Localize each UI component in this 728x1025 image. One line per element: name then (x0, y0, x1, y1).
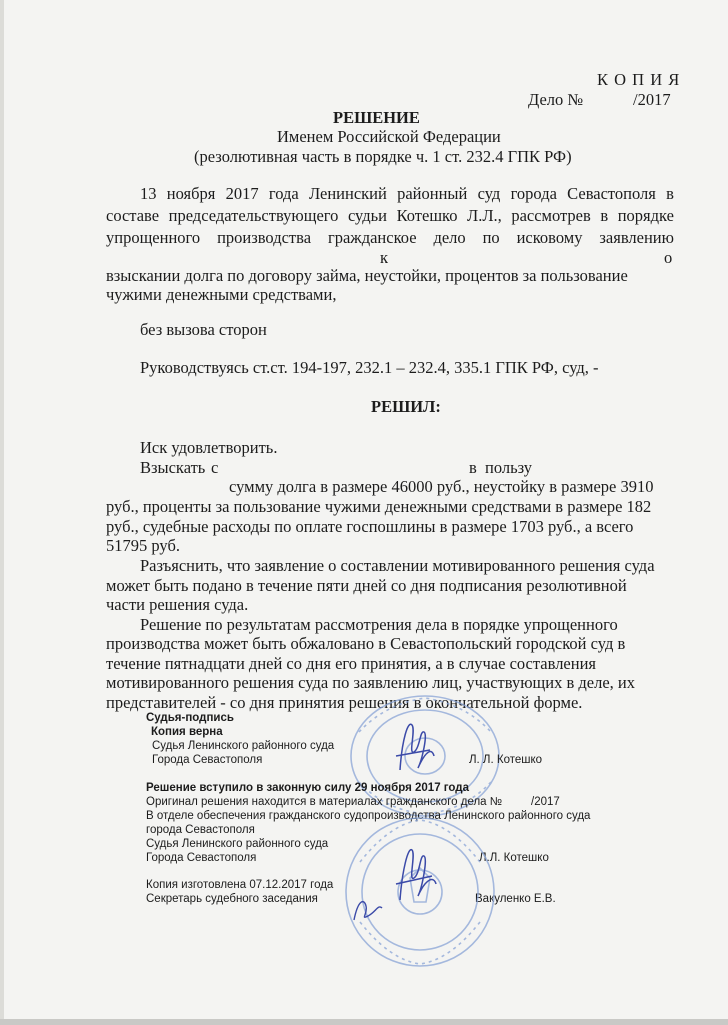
entered-force: Решение вступило в законную силу 29 ноября 2017 года (146, 782, 469, 794)
scan-edge-bottom (0, 1019, 728, 1025)
collect-d: пользу (485, 458, 533, 477)
collect-c: в (469, 458, 477, 477)
intro-line-6: чужими денежными средствами, (106, 285, 337, 304)
secretary-name: Вакуленко Е.В. (475, 893, 556, 905)
copy-mark: К О П И Я (597, 70, 681, 89)
without-parties: без вызова сторон (140, 320, 267, 339)
explain-2: может быть подано в течение пяти дней со дня подписания резолютивной (106, 576, 627, 595)
costs-line: руб., судебные расходы по оплате госпошлины в размере 1703 руб., а всего (106, 517, 634, 536)
original-year: /2017 (531, 796, 560, 808)
intro-redacted-k: к (380, 248, 389, 267)
appeal-3: течение пятнадцати дней со дня его принятия, а в случае составления (106, 654, 596, 673)
collect-b: с (211, 458, 219, 477)
guided-by: Руководствуясь ст.ст. 194-197, 232.1 – 232.4, 335.1 ГПК РФ, суд, - (140, 358, 599, 377)
secretary-label: Секретарь судебного заседания (146, 893, 318, 905)
appeal-2: производства может быть обжаловано в Севастопольский городской суд в (106, 634, 626, 653)
resolved-heading: РЕШИЛ: (371, 397, 441, 416)
copy-made: Копия изготовлена 07.12.2017 года (146, 879, 334, 891)
intro-line-1: 13 ноября 2017 года Ленинский районный суд города Севастополя в (140, 184, 674, 203)
signature-1 (390, 710, 440, 780)
signature-2 (388, 832, 448, 912)
in-the-name: Именем Российской Федерации (277, 127, 501, 146)
intro-line-2: составе председательствующего судьи Котешко Л.Л., рассмотрев в порядке (106, 206, 674, 225)
explain-3: части решения суда. (106, 595, 249, 614)
case-label: Дело № (528, 90, 584, 109)
appeal-1: Решение по результатам рассмотрения дела в порядке упрощенного (140, 615, 618, 634)
total-line: 51795 руб. (106, 536, 180, 555)
sum-line: сумму долга в размере 46000 руб., неустойку в размере 3910 (229, 477, 654, 496)
department: В отделе обеспечения гражданского судопроизводства Ленинского районного суда (146, 810, 591, 822)
collect-a: Взыскать (140, 458, 206, 477)
judge-signature-label: Судья-подпись (146, 712, 234, 724)
explain-1: Разъяснить, что заявление о составлении мотивированного решения суда (140, 556, 655, 575)
scan-edge-left (0, 0, 4, 1025)
decision-title: РЕШЕНИЕ (333, 108, 420, 127)
copy-true-label: Копия верна (151, 726, 223, 738)
appeal-4: мотивированного решения суда по заявлению лиц, участвующих в деле, их (106, 673, 635, 692)
grant-claim: Иск удовлетворить. (140, 438, 278, 457)
judge-city: Города Севастополя (152, 754, 263, 766)
judge-name-2: Л.Л. Котешко (479, 852, 549, 864)
appeal-5: представителей - со дня принятия решения в окончательной форме. (106, 693, 583, 712)
judge-title-2: Судья Ленинского районного суда (146, 838, 329, 850)
case-year: /2017 (633, 90, 671, 109)
original-location: Оригинал решения находится в материалах гражданского дела № (146, 796, 503, 808)
intro-redacted-o: о (664, 248, 673, 267)
department-city: города Севастополя (146, 824, 255, 836)
operative-note: (резолютивная часть в порядке ч. 1 ст. 232.4 ГПК РФ) (194, 147, 572, 166)
intro-line-3: упрощенного производства гражданское дело по исковому заявлению (106, 228, 674, 247)
judge-title: Судья Ленинского районного суда (152, 740, 335, 752)
interest-line: руб., проценты за пользование чужими денежными средствами в размере 182 (106, 497, 652, 516)
judge-name: Л. Л. Котешко (469, 754, 543, 766)
signature-secretary (348, 890, 388, 930)
intro-line-5: взыскании долга по договору займа, неустойки, процентов за пользование (106, 266, 628, 285)
judge-city-2: Города Севастополя (146, 852, 257, 864)
